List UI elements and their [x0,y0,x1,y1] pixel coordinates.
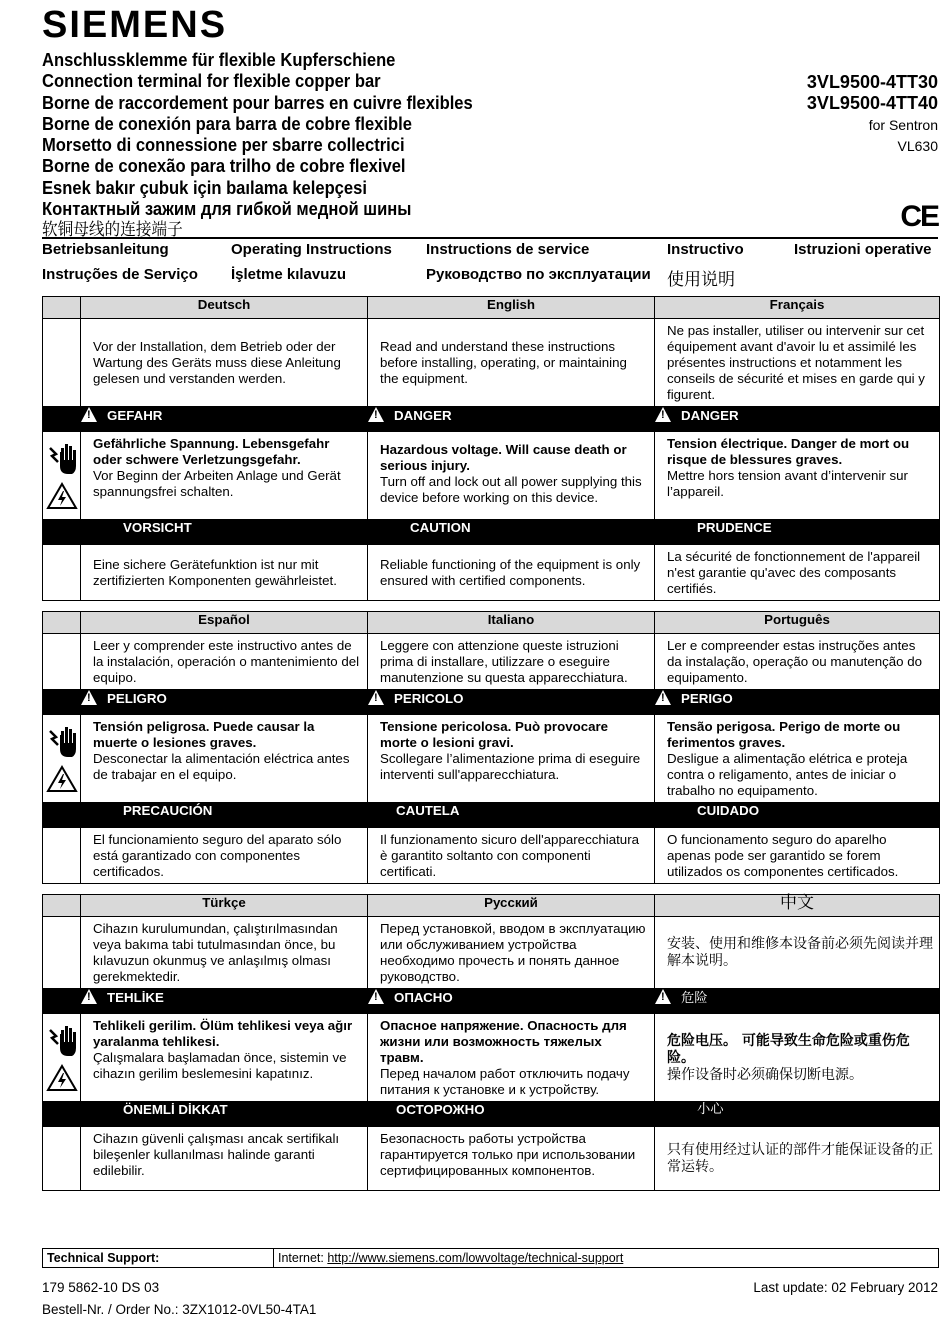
danger-bold: Tensión peligrosa. Puede causar la muerte o lesiones graves. [93,719,315,750]
danger-text [368,1014,655,1102]
hazard-icons [43,1014,81,1102]
intro-text: Перед установкой, вводом в эксплуатацию или обслуживанием устройства необходимо прочесть и понять данное руководство. [368,917,655,989]
title-it: Morsetto di connessione per sbarre collectrici [42,135,405,156]
divider [42,237,938,239]
danger-bold: Gefährliche Spannung. Lebensgefahr oder schwere Verletzungsgefahr. [93,436,330,467]
ce-mark-icon: CE [900,200,938,233]
lang-header: 中文 [655,895,940,917]
danger-banner [81,989,368,1014]
danger-label: ОПАСНО [394,990,453,1005]
caution-banner: ÖNEMLİ DİKKAT [81,1102,368,1127]
danger-text [655,715,940,803]
caution-banner: PRECAUCIÓN [81,803,368,828]
danger-detail: Çalışmalara başlamadan önce, sistemin ve cihazın gerilim beslemesini kapatınız. [93,1050,347,1081]
intro-text: Cihazın kurulumundan, çalıştırılmasından veya bakıma tabi tutulmasından önce, bu kılavuzun okunmuş ve anlaşılmış olması gerekmektedir. [81,917,368,989]
danger-detail: Перед началом работ отключить подачу питания к установке и к устройству. [380,1066,630,1097]
hand-shock-icon [46,725,78,759]
op-title-it: Istruzioni operative [794,241,932,258]
hazard-icons [43,432,81,520]
lang-header: Русский [368,895,655,917]
danger-banner [368,407,655,432]
lang-header: Türkçe [81,895,368,917]
intro-text: Vor der Installation, dem Betrieb oder der Wartung des Geräts muss diese Anleitung gelesen und verstanden werden. [81,319,368,407]
internet-label: Internet: [278,1251,328,1265]
danger-label: PELIGRO [107,691,167,706]
caution-text: O funcionamento seguro do aparelho apenas pode ser garantido se forem utilizados os componentes certificados. [655,828,940,884]
caution-text: El funcionamiento seguro del aparato sólo está garantizado con componentes certificados. [81,828,368,884]
op-title-es: Instructivo [667,241,744,258]
danger-label: 危险 [681,991,708,1006]
caution-text: Il funzionamento sicuro dell'apparecchiatura è garantito soltanto con componenti certificati. [368,828,655,884]
warning-triangle-icon: ! [655,989,671,1004]
intro-text: 安装、使用和维修本设备前必须先阅读并理解本说明。 [655,917,940,989]
support-link[interactable]: http://www.siemens.com/lowvoltage/technical-support [327,1251,624,1265]
danger-label: TEHLİKE [107,990,164,1005]
hand-shock-icon [46,442,78,476]
high-voltage-triangle-icon [46,765,78,793]
title-fr: Borne de raccordement pour barres en cuivre flexibles [42,92,473,113]
op-title-pt: Instruções de Serviço [42,266,198,283]
section-2-table [42,611,940,884]
lang-header: Deutsch [81,297,368,319]
hand-shock-icon [46,1024,78,1058]
title-block [42,50,642,242]
danger-text [368,432,655,520]
danger-text [81,432,368,520]
caution-banner: 小心 [655,1102,940,1127]
danger-label: GEFAHR [107,408,163,423]
danger-label: DANGER [681,408,739,423]
danger-bold: Hazardous voltage. Will cause death or serious injury. [380,442,627,473]
danger-detail: Scollegare l’alimentazione prima di eseguire interventi sull'apparecchiatura. [380,751,641,782]
danger-detail: Turn off and lock out all power supplying this device before working on this device. [380,474,642,505]
caution-banner: ОСТОРОЖНО [368,1102,655,1127]
warning-triangle-icon: ! [368,407,384,422]
title-pt: Borne de conexão para trilho de cobre flexivel [42,156,406,177]
danger-banner [368,989,655,1014]
danger-detail: Desligue a alimentação elétrica e proteja contra o religamento, antes de iniciar o trabalho no equipamento. [667,751,908,798]
product-sub-1: for Sentron [868,116,938,133]
danger-banner [368,690,655,715]
warning-triangle-icon: ! [368,690,384,705]
title-es: Borne de conexión para barra de cobre flexible [42,113,412,134]
danger-banner [81,690,368,715]
title-tr: Esnek bakır çubuk için baılama kelepçesi [42,177,367,198]
caution-banner: CUIDADO [655,803,940,828]
title-de: Anschlussklemme für flexible Kupferschiene [42,50,396,70]
caution-banner: CAUTION [368,520,655,545]
product-sub-2: VL630 [897,137,938,154]
danger-bold: Tensione pericolosa. Può provocare morte o lesioni gravi. [380,719,609,750]
doc-number: 179 5862-10 DS 03 [42,1280,160,1295]
danger-detail: Mettre hors tension avant d’intervenir sur l’appareil. [667,468,908,499]
danger-detail: Desconectar la alimentación eléctrica antes de trabajar en el equipo. [93,751,350,782]
danger-label: PERIGO [681,691,733,706]
caution-banner: PRUDENCE [655,520,940,545]
caution-text: La sécurité de fonctionnement de l'appareil n'est garantie qu'avec des composants certifiés. [655,545,940,601]
support-label: Technical Support: [43,1249,274,1268]
warning-triangle-icon: ! [81,989,97,1004]
danger-banner [655,690,940,715]
warning-triangle-icon: ! [368,989,384,1004]
lang-header: Français [655,297,940,319]
intro-text: Ne pas installer, utiliser ou intervenir sur cet équipement avant d'avoir lu et assimilé les présentes instructions et notamment les conseils de sécurité et mises en garde qui y figurent. [655,319,940,407]
danger-bold: 危险电压。 可能导致生命危险或重伤危险。 [667,1032,910,1066]
high-voltage-triangle-icon [46,1064,78,1092]
danger-label: DANGER [394,408,452,423]
caution-text: Безопасность работы устройства гарантируется только при использовании сертифицированных компонентов. [368,1127,655,1191]
caution-text: Reliable functioning of the equipment is only ensured with certified components. [368,545,655,601]
danger-text [81,1014,368,1102]
intro-text: Leggere con attenzione queste istruzioni prima di installare, utilizzare o eseguire manutenzione su questa apparecchiatura. [368,634,655,690]
product-codes [807,72,938,157]
caution-text: 只有使用经过认证的部件才能保证设备的正常运转。 [655,1127,940,1191]
danger-bold: Tensão perigosa. Perigo de morte ou ferimentos graves. [667,719,901,750]
section-1-table [42,296,940,601]
lang-header: Español [81,612,368,634]
lang-header: English [368,297,655,319]
order-number: Bestell-Nr. / Order No.: 3ZX1012-0VL50-4TA1 [42,1302,317,1317]
danger-text [81,715,368,803]
title-en: Connection terminal for flexible copper bar [42,71,381,92]
intro-text: Ler e compreender estas instruções antes da instalação, operação ou manutenção do equipamento. [655,634,940,690]
support-internet [274,1249,939,1268]
danger-detail: Vor Beginn der Arbeiten Anlage und Gerät spannungsfrei schalten. [93,468,341,499]
warning-triangle-icon: ! [655,690,671,705]
op-title-tr: İşletme kılavuzu [231,266,347,283]
op-title-ru: Руководство по эксплуатации [426,266,651,283]
caution-banner: CAUTELA [368,803,655,828]
op-title-de: Betriebsanleitung [42,241,169,258]
siemens-logo: SIEMENS [42,4,228,46]
product-code-2: 3VL9500-4TT40 [806,93,938,114]
caution-text: Eine sichere Gerätefunktion ist nur mit zertifizierten Komponenten gewährleistet. [81,545,368,601]
product-code-1: 3VL9500-4TT30 [806,72,938,92]
danger-banner [655,989,940,1014]
caution-banner: VORSICHT [81,520,368,545]
danger-detail: 操作设备时必须确保切断电源。 [667,1066,863,1083]
lang-header: Português [655,612,940,634]
section-3-table [42,894,940,1191]
danger-bold: Tehlikeli gerilim. Ölüm tehlikesi veya ağır yaralanma tehlikesi. [93,1018,353,1049]
danger-banner [655,407,940,432]
op-title-fr: Instructions de service [426,241,590,258]
warning-triangle-icon: ! [81,690,97,705]
header-blank [43,297,81,319]
danger-bold: Опасное напряжение. Опасность для жизни или возможность тяжелых травм. [380,1018,627,1065]
danger-text [368,715,655,803]
op-title-en: Operating Instructions [231,241,392,258]
hazard-icons [43,715,81,803]
danger-text [655,1014,940,1102]
warning-triangle-icon: ! [81,407,97,422]
high-voltage-triangle-icon [46,482,78,510]
danger-text [655,432,940,520]
danger-banner [81,407,368,432]
lang-header: Italiano [368,612,655,634]
op-title-zh: 使用说明 [667,270,735,290]
title-ru: Контактный зажим для гибкой медной шины [42,199,412,220]
caution-text: Cihazın güvenli çalışması ancak sertifikalı bileşenler kullanılması halinde garanti edilebilir. [81,1127,368,1191]
danger-bold: Tension électrique. Danger de mort ou risque de blessures graves. [667,436,910,467]
intro-text: Leer y comprender este instructivo antes de la instalación, operación o mantenimiento del equipo. [81,634,368,690]
title-zh: 软铜母线的连接端子 [42,220,183,241]
danger-label: PERICOLO [394,691,464,706]
technical-support-table [42,1248,939,1268]
intro-text: Read and understand these instructions before installing, operating, or maintaining the equipment. [368,319,655,407]
warning-triangle-icon: ! [655,407,671,422]
last-update: Last update: 02 February 2012 [753,1280,938,1295]
